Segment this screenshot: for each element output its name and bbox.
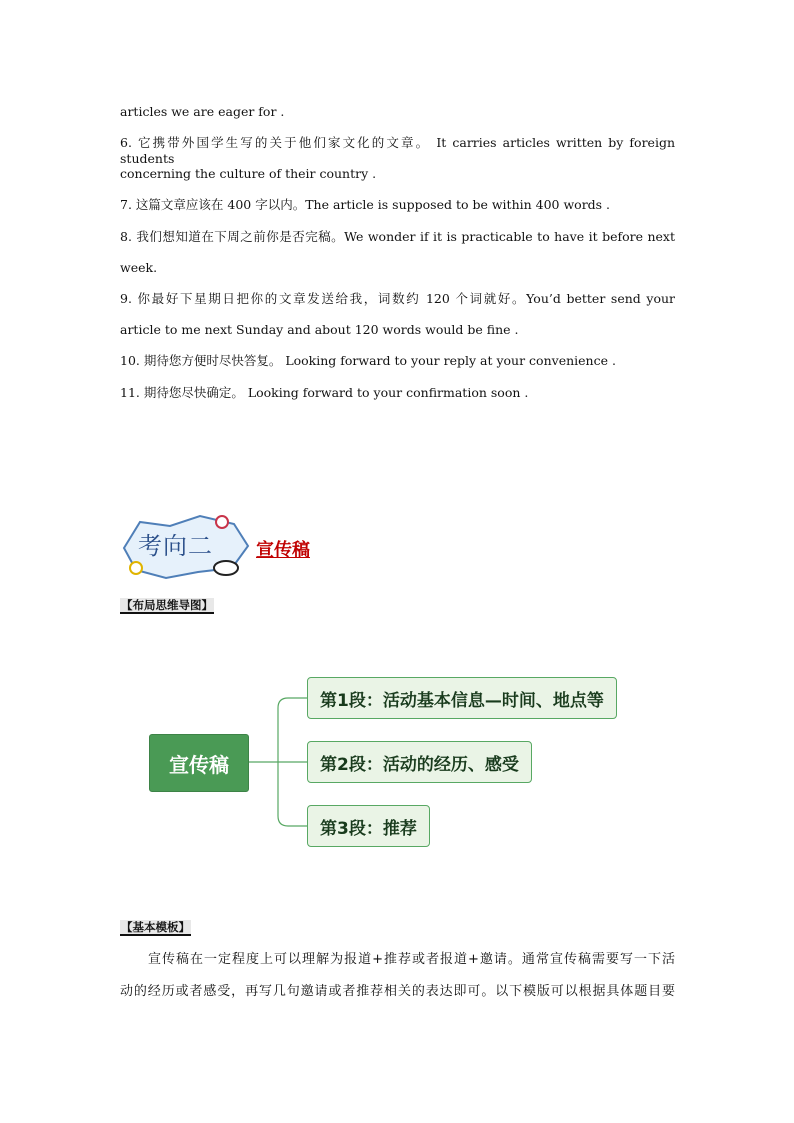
mindmap-node-2: 第2段：活动的经历、感受 [307,741,532,783]
text-line: 9. 你最好下星期日把你的文章发送给我，词数约 120 个词就好。You’d better send your [120,291,675,306]
body-paragraph-line: 宣传稿在一定程度上可以理解为报道+推荐或者报道+邀请。通常宣传稿需要写一下活 [148,952,675,967]
text-line: concerning the culture of their country . [120,166,377,181]
text-line: article to me next Sunday and about 120 words would be fine . [120,322,519,337]
body-paragraph-line: 动的经历或者感受，再写几句邀请或者推荐相关的表达即可。以下模版可以根据具体题目要 [120,984,675,999]
text-line: articles we are eager for . [120,104,285,119]
section-badge: 考向二 [138,532,213,560]
text-line: 11. 期待您尽快确定。 Looking forward to your confirmation soon . [120,385,529,400]
text-line: week. [120,260,158,275]
mindmap-label: 【布局思维导图】 [121,598,213,612]
text-line: 6. 它携带外国学生写的关于他们家文化的文章。 It carries articles written by foreign students [120,135,675,166]
mindmap-root: 宣传稿 [149,734,249,792]
mindmap-node-1: 第1段：活动基本信息—时间、地点等 [307,677,617,719]
section-title: 宣传稿 [256,540,310,561]
text-line: 7. 这篇文章应该在 400 字以内。The article is supposed to be within 400 words . [120,197,611,212]
text-line: 8. 我们想知道在下周之前你是否完稿。We wonder if it is practicable to have it before next [120,229,675,244]
template-label: 【基本模板】 [121,920,190,934]
mindmap-node-3: 第3段：推荐 [307,805,430,847]
section-header [118,512,358,582]
text-line: 10. 期待您方便时尽快答复。 Looking forward to your reply at your convenience . [120,353,616,368]
